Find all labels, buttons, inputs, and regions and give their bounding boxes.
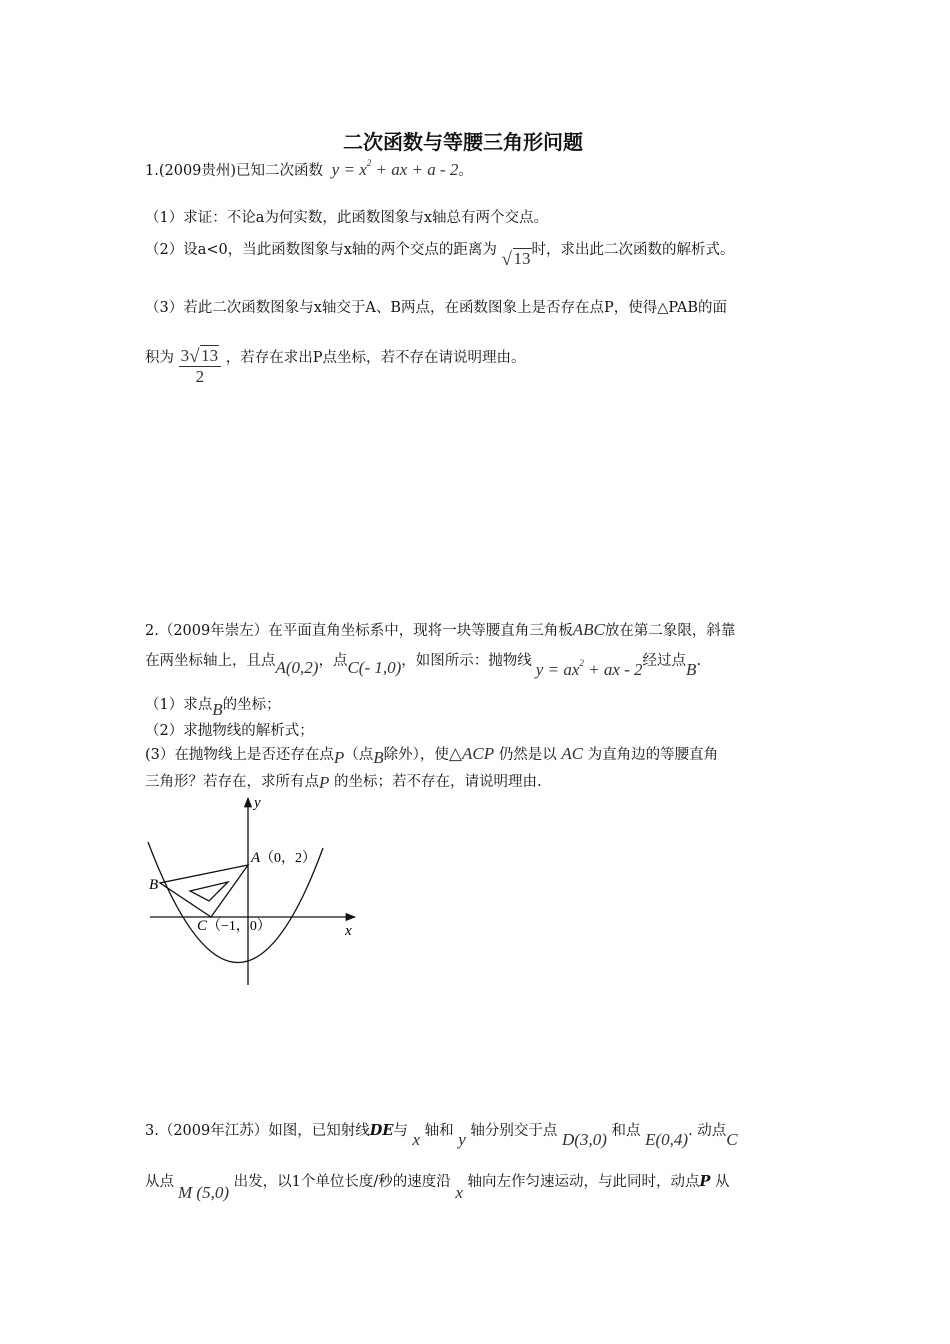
problem-2-line2: 在两坐标轴上，且点A(0,2)，点C(- 1,0)，如图所示：抛物线 $y = ax^2$ + ax - 2经过点B. <box>145 653 702 679</box>
problem-1-q1: （1）求证：不论a为何实数，此函数图象与x轴总有两个交点。 <box>145 210 549 226</box>
x-axis-label: x <box>345 923 352 939</box>
problem-1-q3-text-c: ，若存在求出P点坐标，若不存在请说明理由。 <box>225 350 526 366</box>
problem-3-line1: 3.（2009年江苏）如图，已知射线DE与 x 轴和 y 轴分别交于点 D(3,0) 和点 E(0,4). 动点C <box>145 1122 738 1149</box>
problem-1-intro <box>145 158 473 180</box>
y-axis-label: y <box>254 795 261 811</box>
label-c-coord: （−1，0） <box>207 919 271 934</box>
problem-1-q2 <box>145 238 735 269</box>
problem-1-q3-line1: （3）若此二次函数图象与x轴交于A、B两点，在函数图象上是否存在点P，使得△PAB的面 <box>145 300 727 316</box>
label-a: A <box>251 850 261 866</box>
problem-1-q2-text-b: 时，求出此二次函数的解析式。 <box>531 242 735 258</box>
problem-2-line1: 2.（2009年崇左）在平面直角坐标系中，现将一块等腰直角三角板ABC放在第二象限，斜靠 <box>145 620 736 639</box>
triangle-abc <box>160 865 248 917</box>
point-b: B <box>686 660 697 679</box>
problem-2-q2: （2）求抛物线的解析式； <box>145 723 314 739</box>
problem-1-q3-text-b: 积为 <box>145 350 174 366</box>
label-b: B <box>149 877 159 893</box>
parabola-formula: $y = ax^2$ + ax - 2 <box>535 658 643 679</box>
point-m: M (5,0) <box>178 1183 229 1202</box>
problem-3-line2: 从点M (5,0) 出发，以1个单位长度/秒的速度沿 x 轴向左作匀速运动，与此同时，动点P 从 <box>145 1173 730 1202</box>
problem-2-q3-line2: 三角形？若存在，求所有点P 的坐标；若不存在，请说明理由. <box>145 773 542 792</box>
problem-2-figure <box>140 790 370 990</box>
label-a-coord: （0，2） <box>260 851 316 866</box>
problem-2-q3-line1: (3）在抛物线上是否还存在点P（点B除外），使△ACP 仍然是以 AC 为直角边的等腰直角 <box>145 744 719 767</box>
point-a: A(0,2) <box>275 658 319 677</box>
point-c: C(- 1,0) <box>347 658 402 677</box>
sqrt-13: √ 13 <box>501 249 531 270</box>
point-d: D(3,0) <box>562 1130 607 1149</box>
fraction-3sqrt13-over-2: 3 √ 13 2 <box>179 346 222 387</box>
page-title: 二次函数与等腰三角形问题 <box>343 130 583 154</box>
problem-1-intro-text: 1.(2009贵州)已知二次函数 <box>145 163 324 179</box>
problem-1-formula: $y = x^2$ + ax + a - 2 <box>331 158 459 179</box>
point-e: E(0,4) <box>645 1130 689 1149</box>
math-abc: ABC <box>572 620 605 639</box>
problem-1-period: 。 <box>458 163 473 179</box>
problem-2-q1: （1）求点B的坐标； <box>145 697 281 719</box>
problem-1-q2-text-a: （2）设a<0，当此函数图象与x轴的两个交点的距离为 <box>145 242 497 258</box>
label-c: C <box>197 918 208 934</box>
problem-1-q3-line2 <box>145 346 525 387</box>
triangle-inner <box>190 882 228 901</box>
